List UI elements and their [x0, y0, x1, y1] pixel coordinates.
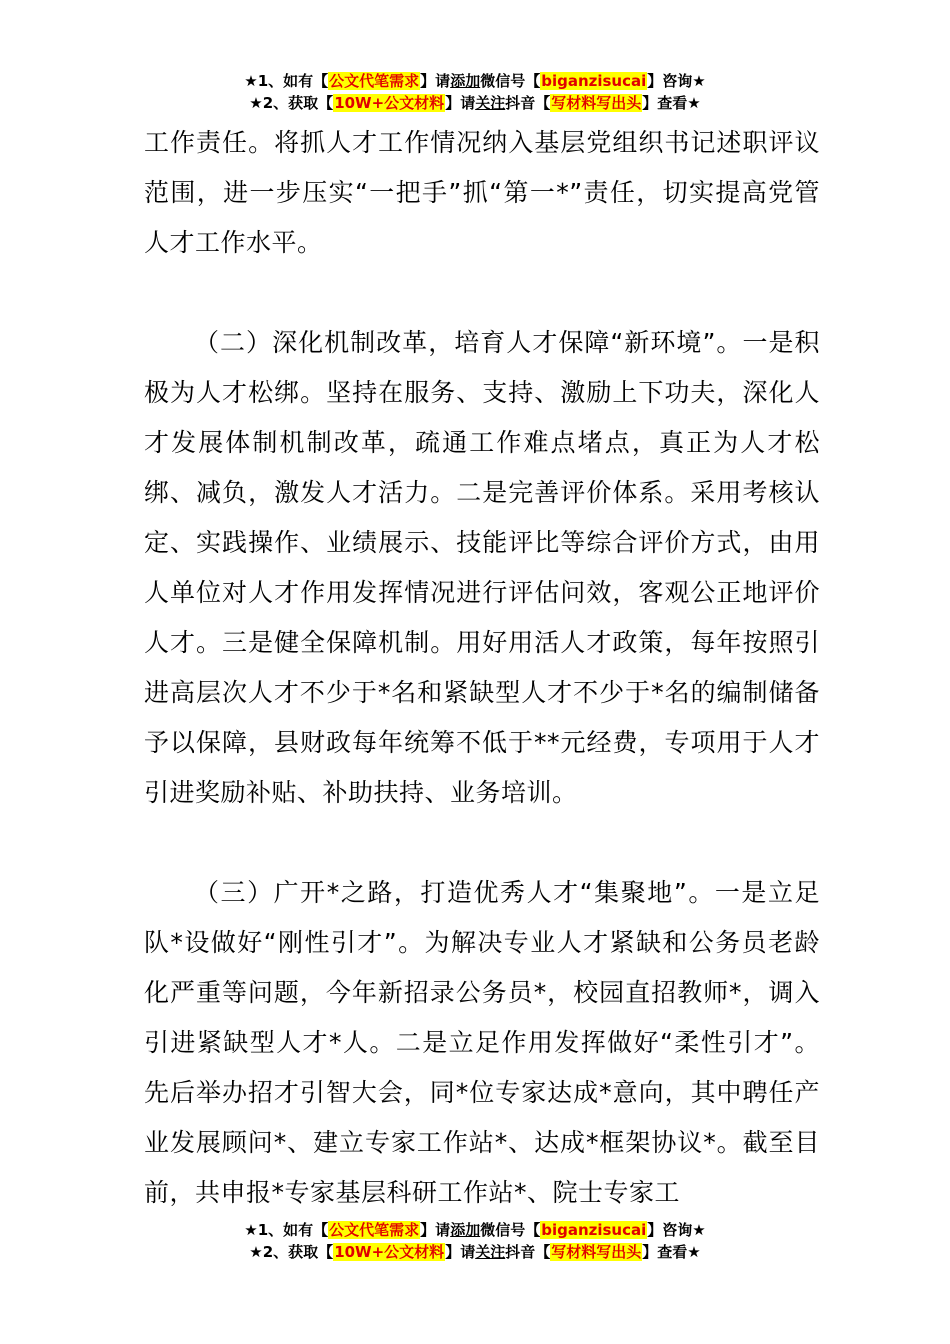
paragraph-continuation: 工作责任。将抓人才工作情况纳入基层党组织书记述职评议范围，进一步压实“一把手”抓“第一*”责任，切实提高党管人才工作水平。 [144, 128, 820, 257]
banner-text: ★1、如有【 [244, 1221, 329, 1239]
underlined-action-text: 关注 [475, 94, 506, 112]
banner-text: 】咨询★ [647, 1221, 706, 1239]
banner-text: 】请 [420, 1221, 451, 1239]
paragraph-section-2: （二）深化机制改革，培育人才保障“新环境”。一是积极为人才松绑。坚持在服务、支持、激励上下功夫，深化人才发展体制机制改革，疏通工作难点堵点，真正为人才松绑、减负，激发人才活力。二是完善评价体系。采用考核认定、实践操作、业绩展示、技能评比等综合评价方式，由用人单位对人才作用发挥情况进行评估问效，客观公正地评价人才。三是健全保障机制。用好用活人才政策，每年按照引进高层次人才不少于*名和紧缺型人才不少于*名的编制储备予以保障，县财政每年统筹不低于**元经费，专项用于人才引进奖励补贴、补助扶持、业务培训。 [144, 328, 820, 807]
highlight-wechat-id: biganzisucai [541, 72, 647, 90]
highlight-wechat-id: biganzisucai [541, 1221, 647, 1239]
banner-text: ★1、如有【 [244, 72, 329, 90]
paragraph-spacer [144, 268, 820, 318]
banner-text: 抖音【 [505, 94, 551, 112]
header-banner-line-2 [0, 92, 950, 114]
banner-text: ★2、获取【 [249, 1243, 334, 1261]
highlight-service-tag: 公文代笔需求 [329, 72, 420, 90]
underlined-action-text: 关注 [475, 1243, 506, 1261]
banner-text: 微信号【 [480, 1221, 541, 1239]
highlight-douyin-account: 写材料写出头 [551, 94, 642, 112]
banner-text: 微信号【 [480, 72, 541, 90]
banner-text: 】请 [445, 94, 476, 112]
footer-banner [0, 1219, 950, 1263]
banner-text: 】咨询★ [647, 72, 706, 90]
banner-text: 抖音【 [505, 1243, 551, 1261]
header-banner-line-1 [0, 70, 950, 92]
banner-text: 】请 [445, 1243, 476, 1261]
footer-banner-line-2 [0, 1241, 950, 1263]
paragraph-section-3: （三）广开*之路，打造优秀人才“集聚地”。一是立足队*设做好“刚性引才”。为解决专业人才紧缺和公务员老龄化严重等问题，今年新招录公务员*，校园直招教师*，调入引进紧缺型人才*人。二是立足作用发挥做好“柔性引才”。先后举办招才引智大会，同*位专家达成*意向，其中聘任产业发展顾问*、建立专家工作站*、达成*框架协议*。截至目前，共申报*专家基层科研工作站*、院士专家工 [144, 878, 820, 1207]
underlined-action-text: 添加 [450, 1221, 481, 1239]
highlight-materials-tag: 10W+公文材料 [334, 94, 445, 112]
highlight-douyin-account: 写材料写出头 [551, 1243, 642, 1261]
footer-banner-line-1 [0, 1219, 950, 1241]
underlined-action-text: 添加 [450, 72, 481, 90]
highlight-service-tag: 公文代笔需求 [329, 1221, 420, 1239]
banner-text: 】请 [420, 72, 451, 90]
header-banner [0, 70, 950, 114]
banner-text: 】查看★ [642, 1243, 701, 1261]
highlight-materials-tag: 10W+公文材料 [334, 1243, 445, 1261]
banner-text: ★2、获取【 [249, 94, 334, 112]
document-body [144, 118, 820, 1218]
paragraph-spacer [144, 818, 820, 868]
banner-text: 】查看★ [642, 94, 701, 112]
